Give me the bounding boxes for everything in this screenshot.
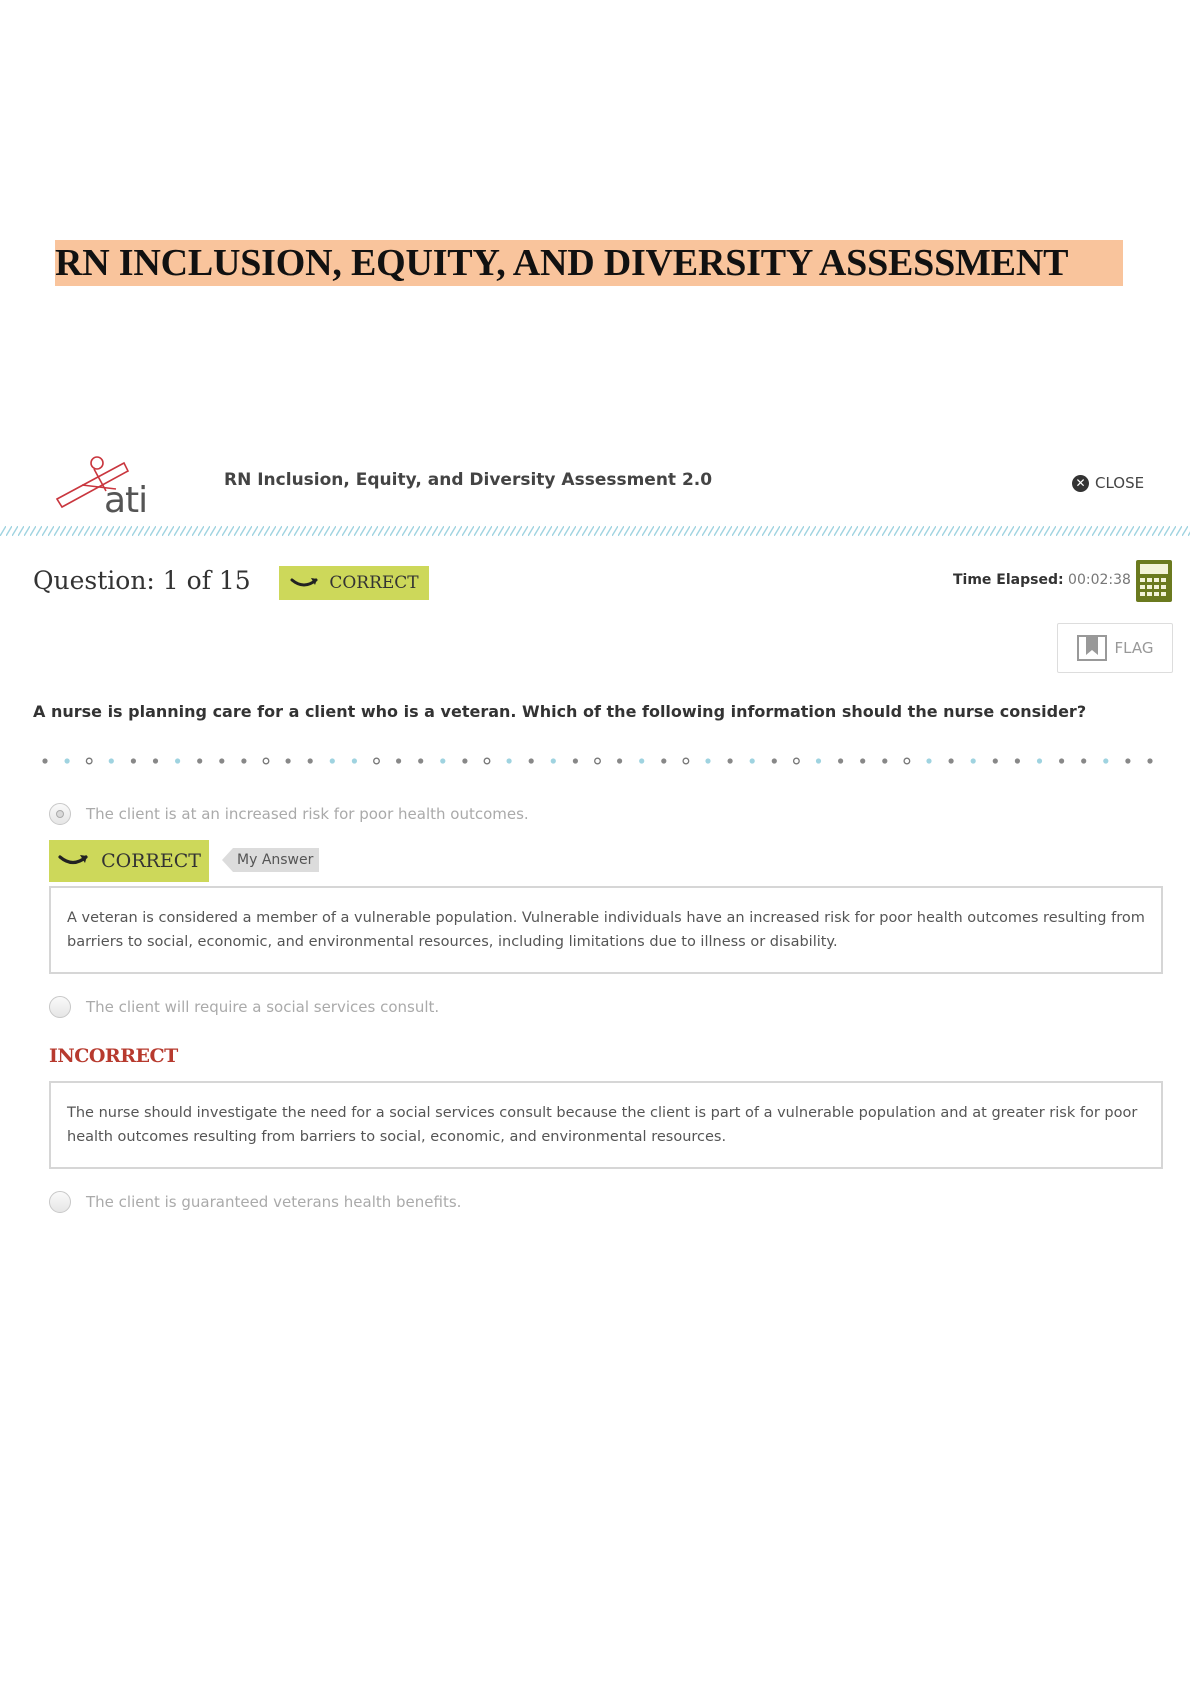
separator-dot	[241, 758, 246, 763]
separator-dot	[1125, 758, 1130, 763]
radio-button[interactable]	[49, 996, 71, 1018]
close-label: CLOSE	[1095, 474, 1145, 492]
rationale-box: The nurse should investigate the need for a social services consult because the client is part of a vulnerable population and at greater risk for poor health outcomes resulting from barriers to social, economic, and environmental resources.	[49, 1081, 1163, 1169]
separator-dot	[595, 758, 601, 764]
separator-dot	[1037, 758, 1042, 763]
logo-text: ati	[104, 480, 148, 517]
separator-dot	[286, 758, 291, 763]
time-elapsed-label: Time Elapsed:	[953, 572, 1064, 588]
separator-dot	[1059, 758, 1064, 763]
separator-dot	[42, 758, 47, 763]
separator-dot	[175, 758, 180, 763]
separator-dot	[109, 758, 114, 763]
separator-dot	[882, 758, 887, 763]
my-answer-tag	[222, 848, 319, 872]
separator-dot	[529, 758, 534, 763]
tag-arrow	[222, 848, 233, 872]
separator-dot	[772, 758, 777, 763]
separator-dot	[507, 758, 512, 763]
separator-dot	[462, 758, 467, 763]
separator-dot	[197, 758, 202, 763]
header-divider	[0, 526, 1190, 536]
separator-dot	[86, 758, 92, 764]
rationale-box: A veteran is considered a member of a vulnerable population. Vulnerable individuals have an increased risk for poor health outcomes resulting from barriers to social, economic, and environmental resources, including limitations due to illness or disability.	[49, 886, 1163, 974]
separator-dot	[219, 758, 224, 763]
question-text: A nurse is planning care for a client who is a veteran. Which of the following information should the nurse consider?	[33, 702, 1087, 721]
separator-dot	[65, 758, 70, 763]
option-result-label: CORRECT	[101, 850, 201, 872]
separator-dot	[926, 758, 931, 763]
question-counter: Question: 1 of 15	[33, 566, 251, 595]
radio-button[interactable]	[49, 803, 71, 825]
separator-dot	[153, 758, 158, 763]
separator-dot	[971, 758, 976, 763]
separator-dot	[263, 758, 269, 764]
separator-dot	[1081, 758, 1086, 763]
separator-dot	[949, 758, 954, 763]
ati-logo	[54, 455, 174, 517]
option-result-incorrect: INCORRECT	[49, 1045, 178, 1067]
separator-dot	[1015, 758, 1020, 763]
separator-dot	[1147, 758, 1152, 763]
curved-arrow-icon	[57, 853, 89, 869]
option-text: The client is at an increased risk for poor health outcomes.	[86, 805, 529, 823]
close-circle-icon: ✕	[1072, 475, 1089, 492]
separator-dot	[794, 758, 800, 764]
separator-dot	[904, 758, 910, 764]
separator-dot	[661, 758, 666, 763]
answer-option[interactable]	[49, 803, 529, 825]
separator-dot	[617, 758, 622, 763]
separator-dot	[573, 758, 578, 763]
option-text: The client will require a social services consult.	[86, 998, 440, 1016]
radio-button[interactable]	[49, 1191, 71, 1213]
separator-dot	[308, 758, 313, 763]
answer-option[interactable]	[49, 1191, 461, 1213]
separator-dot	[639, 758, 644, 763]
separator-dot	[396, 758, 401, 763]
exam-title: RN Inclusion, Equity, and Diversity Assessment 2.0	[224, 470, 713, 490]
flag-label: FLAG	[1114, 639, 1154, 657]
separator-dot	[993, 758, 998, 763]
separator-dot	[705, 758, 710, 763]
separator-dot	[330, 758, 335, 763]
separator-dot	[551, 758, 556, 763]
separator-dot	[131, 758, 136, 763]
separator-dot	[683, 758, 689, 764]
bookmark-icon	[1077, 635, 1107, 661]
option-result-correct	[49, 840, 209, 882]
time-elapsed-value: 00:02:38	[1068, 572, 1131, 588]
dotted-separator	[42, 756, 1168, 766]
separator-dot	[816, 758, 821, 763]
separator-dot	[838, 758, 843, 763]
document-title: RN INCLUSION, EQUITY, AND DIVERSITY ASSESSMENT	[55, 240, 1123, 286]
time-elapsed	[953, 572, 1131, 588]
separator-dot	[374, 758, 380, 764]
separator-dot	[352, 758, 357, 763]
result-badge-label: CORRECT	[329, 573, 419, 593]
my-answer-label: My Answer	[233, 848, 319, 872]
option-text: The client is guaranteed veterans health benefits.	[86, 1193, 462, 1211]
separator-dot	[484, 758, 490, 764]
flag-button[interactable]	[1057, 623, 1173, 673]
result-badge	[279, 566, 429, 600]
curved-arrow-icon	[289, 576, 319, 590]
answer-option[interactable]	[49, 996, 439, 1018]
separator-dot	[1103, 758, 1108, 763]
calculator-icon[interactable]	[1135, 559, 1173, 603]
separator-dot	[440, 758, 445, 763]
separator-dot	[750, 758, 755, 763]
close-button[interactable]	[1072, 474, 1144, 492]
separator-dot	[860, 758, 865, 763]
separator-dot	[418, 758, 423, 763]
separator-dot	[728, 758, 733, 763]
